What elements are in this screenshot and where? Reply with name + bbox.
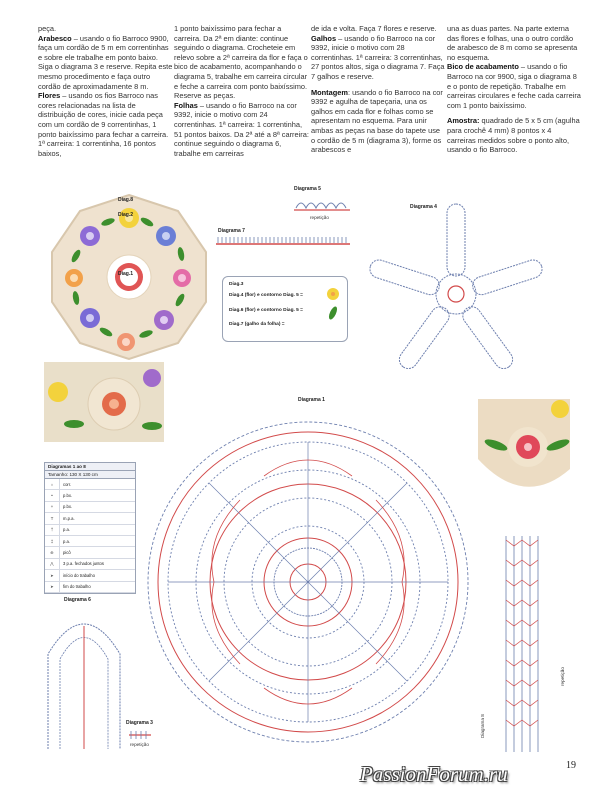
key-icons [323, 283, 343, 333]
flower-orange [65, 269, 83, 287]
legend-row [45, 513, 135, 524]
key-line-3: Diag.6 (flor) e contorno Diag. 5 = [229, 308, 303, 313]
bico-body: – usando o fio Barroco na cor 9900, siga o diagrama 8 e o ponto de repetição. Trabalhe em carreiras circulares e feche cada carreira com 1 ponto baixíssimo. [447, 62, 581, 110]
label-diag8: Diag.8 [118, 197, 134, 203]
diagram-key-box [222, 276, 348, 342]
label-repeticao-8: repetição [560, 667, 565, 686]
folhas-title: Folhas [174, 100, 198, 110]
legend-symbol: T [45, 513, 60, 523]
label-diagrama7: Diagrama 7 [218, 228, 245, 234]
diagram3-chart [126, 728, 156, 742]
amostra-paragraph [447, 116, 582, 154]
flower-blue-2 [80, 308, 100, 328]
diagram5-chart [292, 194, 352, 216]
diagram1-chart [144, 404, 472, 760]
label-repeticao-3: repetição [130, 742, 149, 747]
flower-purple [80, 226, 100, 246]
galhos-title: Galhos [311, 33, 337, 43]
flores-paragraph [38, 91, 173, 158]
legend-rows [45, 479, 135, 593]
flores-body: – usando os fios Barroco nas cores relacionadas na lista de distribuição de cores, inicie cada peça com um cordão de 9 correntinhas, 1 ponto baixíssimo para fechar a carreira. 1ª carreira: 1 correntinha, 16 pontos baixos, [38, 91, 169, 158]
galhos-paragraph [311, 34, 446, 82]
label-diagrama6: Diagrama 6 [64, 597, 91, 603]
watermark: PassionForum.ru [360, 762, 508, 786]
label-repeticao-5: repetição [310, 215, 329, 220]
arabesco-body: – usando o fio Barroco 9900, faça um cordão de 5 m em correntinhas e sobre ele trabalhe em ponto baixo. Siga o diagrama 3 e reserve. Repita este mesmo procedimento e faça outro cordão de aproximadamente 8 m. [38, 33, 173, 91]
label-diagrama1: Diagrama 1 [298, 397, 325, 403]
legend-row [45, 479, 135, 490]
legend-text: p.a. [63, 527, 70, 533]
legend-title: Diagramas 1 ao 8 [45, 463, 135, 471]
legend-row [45, 582, 135, 593]
bico-title: Bico de acabamento [447, 62, 519, 72]
diagram1-fans [168, 442, 448, 722]
montagem-title: Montagem [311, 87, 348, 97]
flower-pink [173, 269, 191, 287]
arabesco-paragraph [38, 34, 173, 92]
legend-text: 3 p.a. fechados juntos [63, 561, 104, 567]
legend-row [45, 547, 135, 558]
arabesco-title: Arabesco [38, 33, 72, 43]
intro-text: peça. [38, 24, 57, 33]
legend-symbol: † [45, 525, 60, 535]
text-column-4 [447, 24, 582, 155]
legend-text: m.p.a. [63, 515, 75, 521]
legend-row [45, 502, 135, 513]
label-diagrama8: Diagrama 8 [480, 714, 485, 738]
galhos-body: – usando o fio Barroco na cor 9392, inicie o motivo com 28 correntinhas. 1ª carreira: 3 correntinhas, 27 pontos altos, siga o diagrama 7. Faça 7 galhos e reserve. [311, 33, 445, 81]
legend-symbol: ⊕ [45, 547, 60, 557]
legend-symbol: + [45, 502, 60, 512]
flower-yellow [119, 208, 139, 228]
legend-text: p.bx. [63, 493, 73, 499]
legend-symbol: ➤ [45, 570, 60, 580]
text-column-2 [174, 24, 309, 158]
label-diagrama4: Diagrama 4 [410, 204, 437, 210]
flower-blue-1 [156, 226, 176, 246]
amostra-title: Amostra: [447, 116, 480, 126]
col2-text: 1 ponto baixíssimo para fechar a carreira. Da 2ª em diante: continue seguindo o diagrama. Crocheteie em relevo sobre a 2ª carreira da flor e faça o bico de acabamento, acompanhando o diagrama 5, trabalhe em carreira circular e feche a carreira com ponto baixíssimo. Reserve as peças. [174, 24, 308, 101]
legend-text: início do trabalho [63, 572, 95, 578]
legend-symbol: ‡ [45, 536, 60, 546]
diagram6-chart [38, 604, 130, 754]
legend-text: p.bx. [63, 504, 73, 510]
legend-row [45, 525, 135, 536]
legend-symbol: ➤ [45, 582, 60, 592]
key-line-1: Diag.3 [229, 282, 244, 287]
bico-paragraph [447, 62, 582, 110]
legend-table [44, 462, 136, 594]
legend-row [45, 490, 135, 501]
key-line-4: Diag.7 (galho da folha) = [229, 322, 285, 327]
flower-violet [154, 310, 174, 330]
col4-text: una as duas partes. Na parte externa das flores e folhas, una o outro cordão de arabesco de 8 m como se apresenta no esquema. [447, 24, 578, 62]
label-diagrama5: Diagrama 5 [294, 186, 321, 192]
legend-text: fim do trabalho [63, 584, 91, 590]
montagem-body: : usando o fio Barroco na cor 9392 e agulha de tapeçaria, una os galhos em cada flor e folhas como se apresentam no esquema. Para unir ambas as peças na base do tapete use o cordão de 5 m (diagrama 3), forme os arabescos e [311, 87, 443, 155]
col3-text: de ida e volta. Faça 7 flores e reserve. [311, 24, 437, 33]
legend-row [45, 570, 135, 581]
folhas-paragraph [174, 101, 309, 159]
amostra-body: quadrado de 5 x 5 cm (agulha para crochê 4 mm) 8 pontos x 4 carreiras medidos sobre o ponto alto, usando o fio Barroco. [447, 116, 580, 155]
flores-title: Flores [38, 91, 61, 101]
label-diag2: Diag.2 [118, 212, 134, 218]
legend-size: Tamanho: 130 X 130 cm [45, 471, 135, 479]
legend-text: p.a. [63, 538, 70, 544]
flower-peach [117, 333, 135, 351]
text-column-3 [311, 24, 446, 155]
legend-row [45, 559, 135, 570]
legend-symbol: • [45, 490, 60, 500]
legend-text: picô [63, 550, 71, 556]
legend-row [45, 536, 135, 547]
label-diagrama3: Diagrama 3 [126, 720, 153, 726]
text-column-1 [38, 24, 173, 158]
legend-symbol: ○ [45, 479, 60, 489]
diagram8-chart [500, 530, 558, 758]
diagram7-chart [214, 234, 352, 250]
montagem-paragraph [311, 88, 446, 155]
legend-text: corr. [63, 481, 72, 487]
label-diag1: Diag.1 [118, 271, 134, 277]
folhas-body: – usando o fio Barroco na cor 9392, inicie o motivo com 24 correntinhas. 1ª carreira: 1 correntinha, 51 pontos baixos. Da 2ª até a 8ª carreira: continue seguindo o diagrama 6, trabalhe em carreiras [174, 100, 309, 158]
photo-flower-detail [478, 399, 570, 499]
legend-symbol: ⋀ [45, 559, 60, 569]
diagram4-chart [358, 196, 554, 386]
key-line-2: Diag.4 (flor) e contorno Diag. 5 = [229, 293, 303, 298]
page-number: 19 [566, 760, 576, 771]
